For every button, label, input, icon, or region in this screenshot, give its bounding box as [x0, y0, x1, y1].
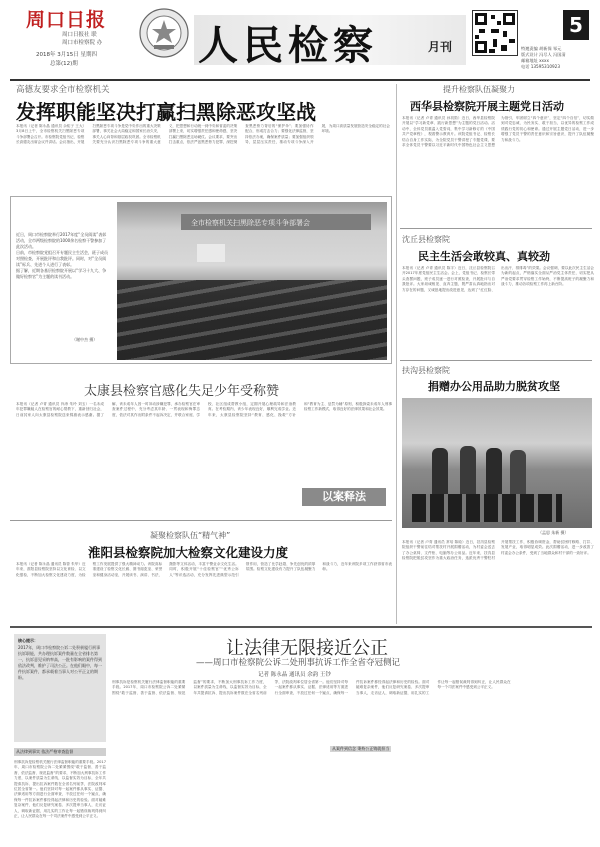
donation-photo [402, 398, 592, 528]
feature-side-text: 刑事抗诉是检察机关履行法律监督职能的重要手段。2017年，周口市检察院公诉二处紧紧围绕“敢于监督、善于监督、依法监督、规范监督”的要求，不断加大刑事抗诉工作力度，以案件质量为生命线，以监督实效为目标，全年共提请抗诉、提出抗诉案件数在全省名列前茅，法院改判率位居全省第一。他们坚持对每一起案件都从事实、证据、法律适用等方面进行全面审查，不放过任何一个疑点，确保每一件抗诉案件都经得起法律和历史的检验。面对疑难复杂案件，他们反复研究案卷、多次提审当事人，走访证人，调取新证据，用扎实的工作让每一起错误裁判得到纠正，让人民群众在每一个司法案件中感受到公平正义。 [14, 760, 106, 819]
huaiyang-kicker: 凝聚检察队伍“精气神” [150, 531, 231, 540]
photo-banner-text: 全市检察机关扫黑除恶专项斗争部署会 [191, 219, 310, 227]
section-rule [10, 520, 392, 521]
feature-sub-kicker-1: 从法律到事实 依法严格审查监督 [16, 749, 74, 754]
feature-sidebar-body: 2017年，周口市检察院公诉二处积极履行刑事抗诉职能，共办理抗诉案件数量在全省排名第一，抗诉意见采纳率高，一批有影响的案件得到依法改判，维护了司法公正。在他们眼中，每一件抗诉案件，都承载着当事人对公平正义的期盼。 [18, 645, 102, 680]
feature-sub-kicker-2: 从案件到信念 秉持公正铸就担当 [332, 746, 390, 751]
masthead-date: 2018年 3月15日 星期四 [36, 52, 97, 58]
procuratorate-emblem-icon [138, 7, 190, 59]
shenqiu-body: 本报讯（记者 卢青 通讯员 陈宇）近日，沈丘县检察院召开2017年度党组民主生活会。会上，党组书记、检察长带头查摆问题，班子成员逐一进行对照检查，开展批评与自我批评。大家坦诚相见、直奔主题，既严肃认真地指出对方存在的问题，又诚恳地提出改进意见，达到了“红红脸、出出汗、排排毒”的效果。会议强调，要以此次民主生活会为新的起点，严格落实全面从严治党主体责任，切实把从严治党要求贯穿检察工作始终，不断提高班子的凝聚力和战斗力，推动各项检察工作再上新台阶。 [402, 266, 594, 292]
masthead-brand: 周口日报 [26, 9, 107, 31]
fugou-body: 本报讯（记者 卢青 通讯员 常培 陈晗）近日，扶沟县检察院组织干警前往结对帮扶村开展捐赠活动，为村委会送去了办公桌椅、文件柜、电脑等办公用品。近年来，扶沟县检察院把脱贫攻坚作为重大政治任务，选派优秀干警驻村开展帮扶工作，积极协调资金，帮助贫困村修路、打井、发展产业，取得明显成效。此次捐赠活动，进一步改善了村委会办公条件，受到了当地群众和村干部的一致好评。 [402, 540, 594, 561]
masthead-org-line-2: 周口市检察院 办 [62, 40, 103, 46]
case-explain-badge: 以案释法 [302, 488, 386, 506]
masthead-subtitle: 月刊 [428, 40, 453, 54]
page-number-badge: 5 [563, 10, 589, 40]
contact-line: 电话 13595310923 [521, 64, 561, 69]
taikang-headline: 太康县检察官感化失足少年受称赞 [84, 384, 280, 399]
taikang-body: 本报讯（记者 卢青 通讯员 肖涛 朱玲 刘玉）一名未成年犯罪嫌疑人在检察官的耐心帮教下，重新回归社会，日前其家人向太康县检察院送来锦旗表示感谢。据了解，该未成年人因一时冲动涉嫌犯罪，承办检察官在审查案件过程中，充分考虑其年龄、一贯表现和悔罪态度，依法对其作出附条件不起诉决定，并联合家庭、学校、社区组成帮教小组，定期开展心理疏导和法治教育。在考验期内，该少年表现良好，顺利完成学业。近年来，太康县检察院坚持“教育、感化、挽救”方针和“教育为主、惩罚为辅”原则，积极探索未成年人刑事检察工作新模式，取得良好的法律效果和社会效果。 [16, 402, 392, 417]
photo-chairs [412, 494, 562, 522]
meeting-photo [117, 202, 387, 360]
feature-sidebar-title: 核心提示： [18, 638, 38, 643]
photo-person [460, 446, 476, 494]
huaiyang-body: 本报讯（记者 陈永晶 通讯员 陈曾 朱华）近年来，淮阳县检察院坚持以文化育检、以文化强检，不断加大检察文化建设力度，为检察工作发展提供了强大精神动力。该院高标准建设了检察文化长廊、图书阅览室、荣誉室和健身活动室，开展读书、演讲、书法、摄影等文体活动，丰富干警业余文化生活。同时，积极开展“十佳检察官”“优秀公诉人”等评选活动，充分发挥先进典型示范引领作用，营造了比学赶超、争先创优的浓厚氛围。检察文化建设有力提升了队伍凝聚力和战斗力，近年来该院多项工作获得省市表彰。 [16, 562, 392, 577]
shenqiu-headline: 民主生活会敢较真、真较劲 [418, 250, 550, 263]
xihua-kicker: 提升检察队伍凝聚力 [443, 85, 515, 94]
contact-line: 版式设计 冯尽人 冯国清 [521, 52, 566, 57]
fugou-headline: 捐赠办公用品助力脱贫攻坚 [428, 380, 560, 393]
contact-line: 特邀责编 胡新保 邹元 [521, 46, 562, 51]
contact-line: 邮箱地址 xxxx [521, 58, 549, 63]
main-body: 本报讯（记者 陈永晶 通讯员 余佑子 王大）3月8日上午，全市检察机关扫黑除恶专项斗争部署会召开。市检察院党组书记、检察长高德友出席会议并讲话。会议指出，开展扫黑除恶专项斗争是党中央作出的重大决策部署，事关社会大局稳定和国家长治久安，事关人心向背和基层政权巩固。全市检察机关要充分认识扫黑除恶专项斗争的重大意义，把思想和行动统一到中央和省委的决策部署上来，切实增强责任感和使命感，坚决打赢扫黑除恶这场硬仗。会议要求，要突出打击重点，依法严惩黑恶势力犯罪，深挖彻查黑恶势力背后的“保护伞”；要加强协作配合，形成打击合力；要强化法律监督，坚持依法办案，确保案件质量；要加强组织领导，层层压实责任，推动专项斗争深入开展，为周口高质量发展营造安全稳定的社会环境。 [16, 124, 390, 145]
photo-screen [197, 244, 225, 262]
photo-person [486, 448, 502, 494]
fugou-photo-caption: （孟思 朱新 摄） [538, 530, 569, 535]
masthead-rule [10, 79, 590, 81]
section-rule [400, 360, 592, 361]
photo-person [510, 450, 526, 494]
column-divider [396, 84, 397, 624]
feature-headline: 让法律无限接近公正 [226, 638, 388, 659]
main-kicker: 高德友要求全市检察机关 [16, 85, 110, 95]
section-rule [400, 228, 592, 229]
masthead-issue: 总第(12)期 [50, 61, 78, 67]
feature-subheadline: ——周口市检察院公诉二处刑事抗诉工作全省夺冠侧记 [196, 658, 401, 668]
contact-block [521, 46, 599, 70]
main-photo-caption: 近日，周口市检察院举行2017年度“全员阅读”表彰活动，全市两级检察院的1000余名检察干警参加了此次活动。 日前，市检察院党组召开专题民主生活会，班子成员对照检查，开展批评和自我批评。同时，对“全员阅读”标兵、先进个人进行了表彰。 据了解，近期各基层检察院开展以“学习十九大、争做好检察官”为主题的读书活动。 [16, 232, 108, 279]
masthead-org-line-1: 周口日报社 联 [62, 32, 97, 38]
shenqiu-kicker: 沈丘县检察院 [402, 235, 450, 244]
huaiyang-headline: 淮阳县检察院加大检察文化建设力度 [88, 545, 289, 560]
qr-code-icon [472, 10, 518, 56]
masthead [0, 0, 600, 78]
photo-person [432, 448, 448, 494]
xihua-headline: 西华县检察院开展主题党日活动 [410, 100, 564, 113]
photo-desks [117, 280, 387, 360]
fugou-kicker: 扶沟县检察院 [402, 366, 450, 375]
section-rule [10, 626, 592, 628]
masthead-title: 人民检察 [198, 22, 378, 69]
feature-byline: 记者 陈永晶 通讯员 余韵 王钞 [258, 672, 331, 678]
main-headline: 发挥职能坚决打赢扫黑除恶攻坚战 [16, 100, 316, 124]
feature-body: 刑事抗诉是检察机关履行法律监督职能的重要手段。2017年，周口市检察院公诉二处紧紧围绕“敢于监督、善于监督、依法监督、规范监督”的要求，不断加大刑事抗诉工作力度，以案件质量为生命线，以监督实效为目标，全年共提请抗诉、提出抗诉案件数在全省名列前茅，法院改判率位居全省第一。他们坚持对每一起案件都从事实、证据、法律适用等方面进行全面审查，不放过任何一个疑点，确保每一件抗诉案件都经得起法律和历史的检验。面对疑难复杂案件，他们反复研究案卷、多次提审当事人，走访证人，调取新证据，用扎实的工作让每一起错误裁判得到纠正，让人民群众在每一个司法案件中感受到公平正义。 [112, 680, 511, 695]
xihua-body: 本报讯（记者 卢青 通讯员 孙初勋）近日，西华县检察院开展以“学习新党章、践行新思想”为主题的党日活动。活动中，全体党员重温入党誓词，集中学习新修订的《中国共产党章程》，观看警示教育片。该院党组书记、检察长结合自身工作实际，为全院党员干警讲授了专题党课，要求全体党员干警要以习近平新时代中国特色社会主义思想为指引，牢固树立“四个意识”，坚定“四个自信”，切实做到对党忠诚、为民务实、敢于担当，以优异的检察工作成绩践行党的初心和使命。通过开展主题党日活动，进一步增强了党员干警的责任意识和宗旨意识，提升了队伍凝聚力和战斗力。 [402, 116, 594, 148]
main-photo-credit: （谢中杰 摄） [72, 337, 98, 342]
